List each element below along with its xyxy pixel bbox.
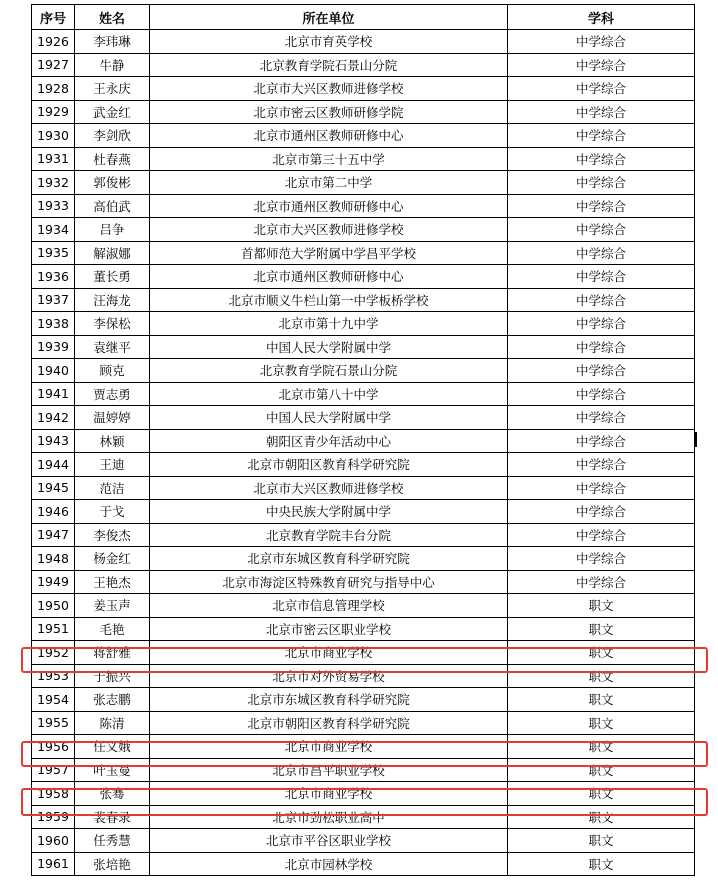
- index-cell: 1935: [32, 241, 75, 265]
- name-cell: 张骞: [75, 782, 150, 806]
- index-cell: 1929: [32, 100, 75, 124]
- unit-cell: 北京市劲松职业高中: [150, 805, 508, 829]
- index-cell: 1953: [32, 664, 75, 688]
- name-cell: 李玮琳: [75, 30, 150, 54]
- index-cell: 1951: [32, 617, 75, 641]
- unit-cell: 北京市第八十中学: [150, 382, 508, 406]
- subject-cell: 职文: [508, 782, 695, 806]
- unit-cell: 北京市商业学校: [150, 641, 508, 665]
- name-cell: 陈清: [75, 711, 150, 735]
- index-cell: 1941: [32, 382, 75, 406]
- table-row: [32, 265, 695, 289]
- subject-cell: 中学综合: [508, 523, 695, 547]
- index-cell: 1960: [32, 829, 75, 853]
- index-cell: 1926: [32, 30, 75, 54]
- name-cell: 郭俊彬: [75, 171, 150, 195]
- subject-cell: 中学综合: [508, 382, 695, 406]
- text-cursor: [695, 432, 697, 447]
- index-cell: 1940: [32, 359, 75, 383]
- index-cell: 1938: [32, 312, 75, 336]
- index-cell: 1943: [32, 429, 75, 453]
- subject-cell: 职文: [508, 641, 695, 665]
- index-cell: 1942: [32, 406, 75, 430]
- table-row: [32, 312, 695, 336]
- index-cell: 1950: [32, 594, 75, 618]
- unit-cell: 北京市昌平职业学校: [150, 758, 508, 782]
- index-cell: 1937: [32, 288, 75, 312]
- subject-cell: 中学综合: [508, 406, 695, 430]
- index-cell: 1961: [32, 852, 75, 876]
- index-cell: 1948: [32, 547, 75, 571]
- index-cell: 1932: [32, 171, 75, 195]
- subject-cell: 中学综合: [508, 335, 695, 359]
- index-cell: 1947: [32, 523, 75, 547]
- name-cell: 范洁: [75, 476, 150, 500]
- table-row: [32, 429, 695, 453]
- name-cell: 李俊杰: [75, 523, 150, 547]
- unit-cell: 北京市大兴区教师进修学校: [150, 476, 508, 500]
- unit-cell: 北京市海淀区特殊教育研究与指导中心: [150, 570, 508, 594]
- name-cell: 林颖: [75, 429, 150, 453]
- index-cell: 1958: [32, 782, 75, 806]
- table-row: [32, 124, 695, 148]
- table-row: [32, 406, 695, 430]
- name-cell: 于戈: [75, 500, 150, 524]
- unit-cell: 北京市园林学校: [150, 852, 508, 876]
- name-cell: 高伯武: [75, 194, 150, 218]
- unit-cell: 北京市第十九中学: [150, 312, 508, 336]
- table-row: [32, 218, 695, 242]
- unit-cell: 北京市对外贸易学校: [150, 664, 508, 688]
- table-row: [32, 711, 695, 735]
- unit-cell: 北京市密云区教师研修学院: [150, 100, 508, 124]
- table-row: [32, 194, 695, 218]
- subject-cell: 职文: [508, 758, 695, 782]
- unit-cell: 北京市育英学校: [150, 30, 508, 54]
- table-row: [32, 100, 695, 124]
- table-row: [32, 30, 695, 54]
- subject-cell: 职文: [508, 594, 695, 618]
- table-row: [32, 688, 695, 712]
- subject-cell: 中学综合: [508, 241, 695, 265]
- subject-cell: 职文: [508, 852, 695, 876]
- unit-cell: 北京市第三十五中学: [150, 147, 508, 171]
- index-cell: 1930: [32, 124, 75, 148]
- name-cell: 袁继平: [75, 335, 150, 359]
- unit-cell: 朝阳区青少年活动中心: [150, 429, 508, 453]
- name-cell: 杜春燕: [75, 147, 150, 171]
- subject-cell: 中学综合: [508, 476, 695, 500]
- index-cell: 1927: [32, 53, 75, 77]
- subject-cell: 中学综合: [508, 30, 695, 54]
- table-row: [32, 500, 695, 524]
- unit-cell: 北京市通州区教师研修中心: [150, 124, 508, 148]
- subject-cell: 中学综合: [508, 218, 695, 242]
- unit-cell: 北京市信息管理学校: [150, 594, 508, 618]
- name-cell: 毛艳: [75, 617, 150, 641]
- table-row: [32, 335, 695, 359]
- name-cell: 杨金红: [75, 547, 150, 571]
- index-cell: 1957: [32, 758, 75, 782]
- subject-cell: 中学综合: [508, 312, 695, 336]
- name-cell: 张志鹏: [75, 688, 150, 712]
- index-cell: 1928: [32, 77, 75, 101]
- index-cell: 1946: [32, 500, 75, 524]
- index-cell: 1945: [32, 476, 75, 500]
- unit-cell: 中国人民大学附属中学: [150, 335, 508, 359]
- table-row: [32, 288, 695, 312]
- table-row: [32, 53, 695, 77]
- table-row: [32, 382, 695, 406]
- name-cell: 蒋舒雅: [75, 641, 150, 665]
- unit-cell: 北京教育学院石景山分院: [150, 359, 508, 383]
- index-cell: 1952: [32, 641, 75, 665]
- table-row: [32, 829, 695, 853]
- subject-cell: 职文: [508, 688, 695, 712]
- name-cell: 王迪: [75, 453, 150, 477]
- subject-cell: 中学综合: [508, 547, 695, 571]
- name-cell: 任义娥: [75, 735, 150, 759]
- name-cell: 姜玉声: [75, 594, 150, 618]
- header-unit: 所在单位: [150, 5, 508, 30]
- index-cell: 1936: [32, 265, 75, 289]
- unit-cell: 北京市通州区教师研修中心: [150, 194, 508, 218]
- subject-cell: 中学综合: [508, 194, 695, 218]
- name-cell: 王永庆: [75, 77, 150, 101]
- subject-cell: 中学综合: [508, 171, 695, 195]
- subject-cell: 中学综合: [508, 77, 695, 101]
- name-cell: 牛静: [75, 53, 150, 77]
- unit-cell: 北京教育学院石景山分院: [150, 53, 508, 77]
- subject-cell: 中学综合: [508, 453, 695, 477]
- index-cell: 1959: [32, 805, 75, 829]
- subject-cell: 职文: [508, 664, 695, 688]
- subject-cell: 职文: [508, 617, 695, 641]
- name-cell: 裴春录: [75, 805, 150, 829]
- subject-cell: 中学综合: [508, 500, 695, 524]
- unit-cell: 北京市第二中学: [150, 171, 508, 195]
- name-cell: 张培艳: [75, 852, 150, 876]
- table-row: [32, 241, 695, 265]
- name-cell: 任秀慧: [75, 829, 150, 853]
- unit-cell: 北京市朝阳区教育科学研究院: [150, 711, 508, 735]
- table-row: [32, 617, 695, 641]
- table-row: [32, 570, 695, 594]
- table-row: [32, 476, 695, 500]
- unit-cell: 中央民族大学附属中学: [150, 500, 508, 524]
- name-cell: 贾志勇: [75, 382, 150, 406]
- highlight-box-1956: [21, 741, 708, 767]
- table-row: [32, 453, 695, 477]
- name-cell: 吕争: [75, 218, 150, 242]
- table-row: [32, 594, 695, 618]
- table-row: [32, 147, 695, 171]
- unit-cell: 北京市朝阳区教育科学研究院: [150, 453, 508, 477]
- name-cell: 董长勇: [75, 265, 150, 289]
- subject-cell: 中学综合: [508, 570, 695, 594]
- unit-cell: 北京市大兴区教师进修学校: [150, 77, 508, 101]
- subject-cell: 中学综合: [508, 147, 695, 171]
- unit-cell: 北京市东城区教育科学研究院: [150, 547, 508, 571]
- subject-cell: 职文: [508, 735, 695, 759]
- header-row: [32, 5, 695, 30]
- table-row: [32, 359, 695, 383]
- name-cell: 李剑欣: [75, 124, 150, 148]
- subject-cell: 中学综合: [508, 359, 695, 383]
- unit-cell: 北京市平谷区职业学校: [150, 829, 508, 853]
- subject-cell: 中学综合: [508, 288, 695, 312]
- subject-cell: 职文: [508, 829, 695, 853]
- subject-cell: 中学综合: [508, 429, 695, 453]
- unit-cell: 北京市商业学校: [150, 782, 508, 806]
- highlight-box-1952: [21, 647, 708, 673]
- name-cell: 王艳杰: [75, 570, 150, 594]
- unit-cell: 北京教育学院丰台分院: [150, 523, 508, 547]
- subject-cell: 中学综合: [508, 100, 695, 124]
- highlight-box-1958: [21, 788, 708, 816]
- index-cell: 1933: [32, 194, 75, 218]
- subject-cell: 中学综合: [508, 265, 695, 289]
- index-cell: 1955: [32, 711, 75, 735]
- unit-cell: 北京市东城区教育科学研究院: [150, 688, 508, 712]
- unit-cell: 北京市大兴区教师进修学校: [150, 218, 508, 242]
- index-cell: 1956: [32, 735, 75, 759]
- name-cell: 于振兴: [75, 664, 150, 688]
- header-subject: 学科: [508, 5, 695, 30]
- name-cell: 李保松: [75, 312, 150, 336]
- subject-cell: 中学综合: [508, 53, 695, 77]
- index-cell: 1944: [32, 453, 75, 477]
- index-cell: 1931: [32, 147, 75, 171]
- table-row: [32, 77, 695, 101]
- name-cell: 解淑娜: [75, 241, 150, 265]
- header-name: 姓名: [75, 5, 150, 30]
- table-row: [32, 852, 695, 876]
- index-cell: 1949: [32, 570, 75, 594]
- name-cell: 顾克: [75, 359, 150, 383]
- index-cell: 1934: [32, 218, 75, 242]
- name-cell: 叶玉曼: [75, 758, 150, 782]
- unit-cell: 中国人民大学附属中学: [150, 406, 508, 430]
- unit-cell: 北京市顺义牛栏山第一中学板桥学校: [150, 288, 508, 312]
- header-index: 序号: [32, 5, 75, 30]
- unit-cell: 北京市商业学校: [150, 735, 508, 759]
- subject-cell: 职文: [508, 711, 695, 735]
- unit-cell: 北京市密云区职业学校: [150, 617, 508, 641]
- unit-cell: 北京市通州区教师研修中心: [150, 265, 508, 289]
- index-cell: 1954: [32, 688, 75, 712]
- name-cell: 武金红: [75, 100, 150, 124]
- index-cell: 1939: [32, 335, 75, 359]
- name-cell: 温婷婷: [75, 406, 150, 430]
- table-row: [32, 523, 695, 547]
- unit-cell: 首都师范大学附属中学昌平学校: [150, 241, 508, 265]
- table-row: [32, 171, 695, 195]
- name-cell: 汪海龙: [75, 288, 150, 312]
- subject-cell: 中学综合: [508, 124, 695, 148]
- subject-cell: 职文: [508, 805, 695, 829]
- table-row: [32, 547, 695, 571]
